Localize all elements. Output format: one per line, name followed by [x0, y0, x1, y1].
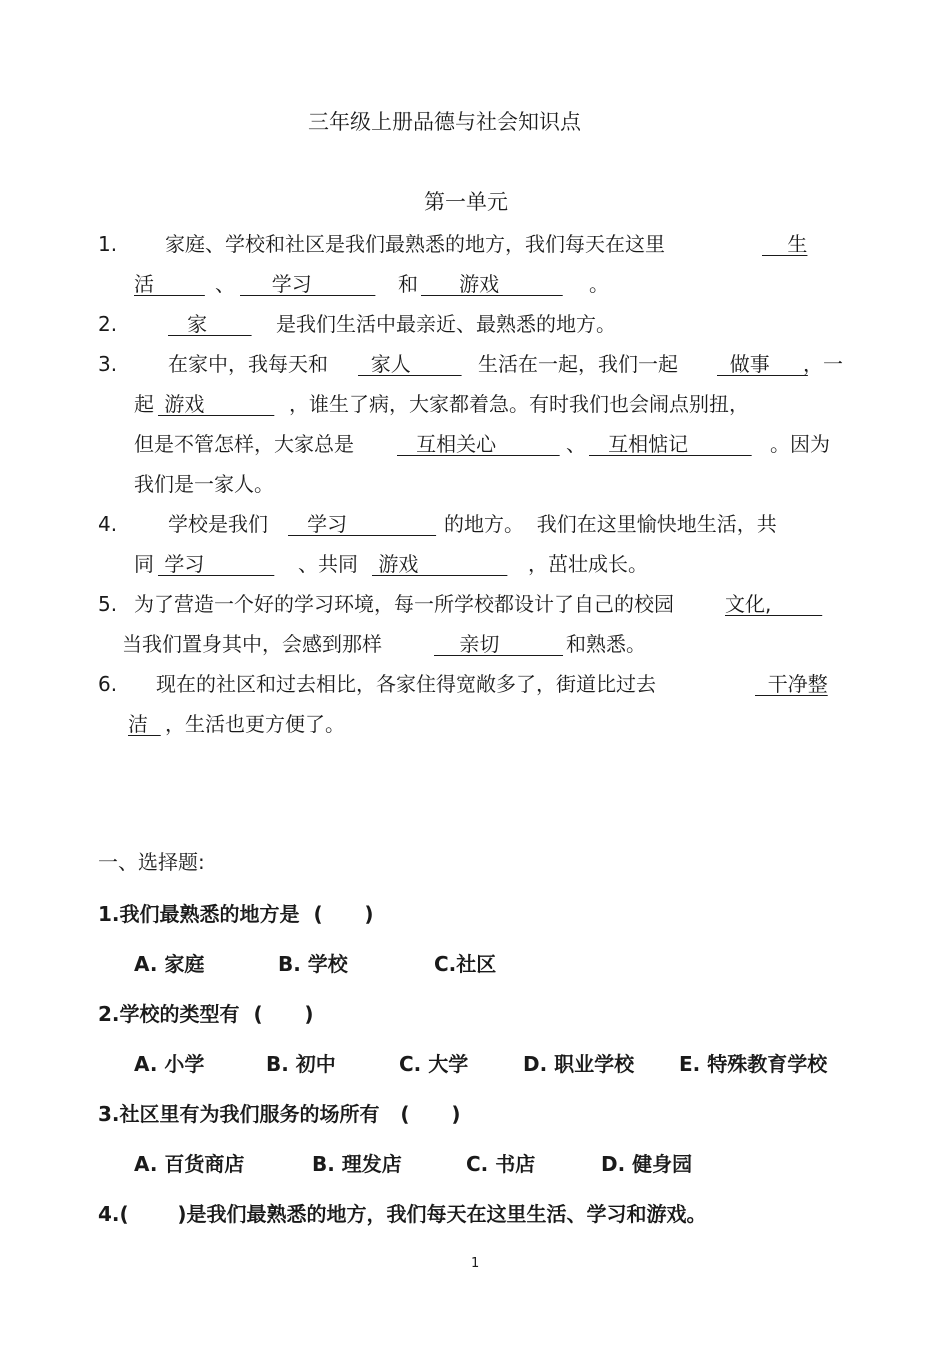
answer-blank: 活 — [134, 272, 205, 296]
item-number: 2. — [98, 312, 118, 336]
answer-blank: 互相关心 — [397, 432, 560, 456]
item-text: 现在的社区和过去相比，各家住得宽敞多了，街道比过去 — [156, 672, 656, 696]
option-c: C.社区 — [434, 952, 497, 976]
item-text: 、 — [215, 272, 235, 296]
unit-title: 第一单元 — [424, 190, 508, 214]
answer-blank: 游戏 — [158, 392, 275, 416]
question-3: 3.社区里有为我们服务的场所有 ( ) — [98, 1102, 461, 1126]
question-2: 2.学校的类型有 ( ) — [98, 1002, 314, 1026]
answer-blank: 文化, — [725, 592, 823, 616]
question-1: 1.我们最熟悉的地方是 ( ) — [98, 902, 374, 926]
page-title: 三年级上册品德与社会知识点 — [308, 110, 581, 134]
item-number: 3. — [98, 352, 118, 376]
item-text: ，茁壮成长。 — [528, 552, 648, 576]
option-a: A. 家庭 — [134, 952, 205, 976]
item-text: 和熟悉。 — [566, 632, 646, 656]
option-d: D. 健身园 — [601, 1152, 693, 1176]
answer-blank: 生 — [762, 232, 808, 256]
option-c: C. 大学 — [399, 1052, 469, 1076]
answer-blank: 学习 — [288, 512, 437, 536]
item-text: 同 — [134, 552, 154, 576]
option-d: D. 职业学校 — [523, 1052, 635, 1076]
answer-blank: 家 — [168, 312, 252, 336]
option-b: B. 初中 — [266, 1052, 336, 1076]
item-number: 4. — [98, 512, 118, 536]
item-text: 当我们置身其中，会感到那样 — [122, 632, 382, 656]
section-heading: 一、选择题: — [98, 850, 205, 874]
item-text: 。因为 — [770, 432, 830, 456]
option-c: C. 书店 — [466, 1152, 536, 1176]
answer-blank: 互相惦记 — [589, 432, 752, 456]
item-text: 和 — [398, 272, 418, 296]
answer-blank: 家人 — [358, 352, 462, 376]
item-text: 我们是一家人。 — [134, 472, 274, 496]
item-text: 学校是我们 — [168, 512, 268, 536]
answer-blank: 洁 — [128, 712, 161, 736]
item-text: 起 — [134, 392, 154, 416]
option-e: E. 特殊教育学校 — [679, 1052, 828, 1076]
item-text: 为了营造一个好的学习环境，每一所学校都设计了自己的校园 — [134, 592, 674, 616]
item-text: 、 — [566, 432, 586, 456]
page-number: 1 — [471, 1256, 480, 1271]
answer-blank: 游戏 — [421, 272, 563, 296]
option-b: B. 学校 — [278, 952, 348, 976]
item-number: 1. — [98, 232, 118, 256]
item-text: 家庭、学校和社区是我们最熟悉的地方，我们每天在这里 — [165, 232, 665, 256]
question-4: 4.( )是我们最熟悉的地方，我们每天在这里生活、学习和游戏。 — [98, 1202, 707, 1226]
item-text: 是我们生活中最亲近、最熟悉的地方。 — [276, 312, 616, 336]
option-a: A. 百货商店 — [134, 1152, 245, 1176]
item-text: 、共同 — [298, 552, 358, 576]
item-text: 在家中，我每天和 — [168, 352, 328, 376]
item-text: 的地方。 我们在这里愉快地生活，共 — [444, 512, 777, 536]
answer-blank: 亲切 — [434, 632, 564, 656]
answer-blank: 做事 — [717, 352, 808, 376]
item-text: ，谁生了病，大家都着急。有时我们也会闹点别扭， — [289, 392, 749, 416]
answer-blank: 学习 — [158, 552, 275, 576]
item-text: 。 — [589, 272, 609, 296]
item-number: 5. — [98, 592, 118, 616]
option-a: A. 小学 — [134, 1052, 205, 1076]
item-text: 但是不管怎样，大家总是 — [134, 432, 354, 456]
item-text: ，生活也更方便了。 — [165, 712, 345, 736]
item-text: 生活在一起，我们一起 — [478, 352, 678, 376]
option-b: B. 理发店 — [312, 1152, 402, 1176]
item-text: ，一 — [803, 352, 843, 376]
item-number: 6. — [98, 672, 118, 696]
answer-blank: 游戏 — [372, 552, 508, 576]
answer-blank: 学习 — [240, 272, 376, 296]
answer-blank: 干净整 — [755, 672, 828, 696]
